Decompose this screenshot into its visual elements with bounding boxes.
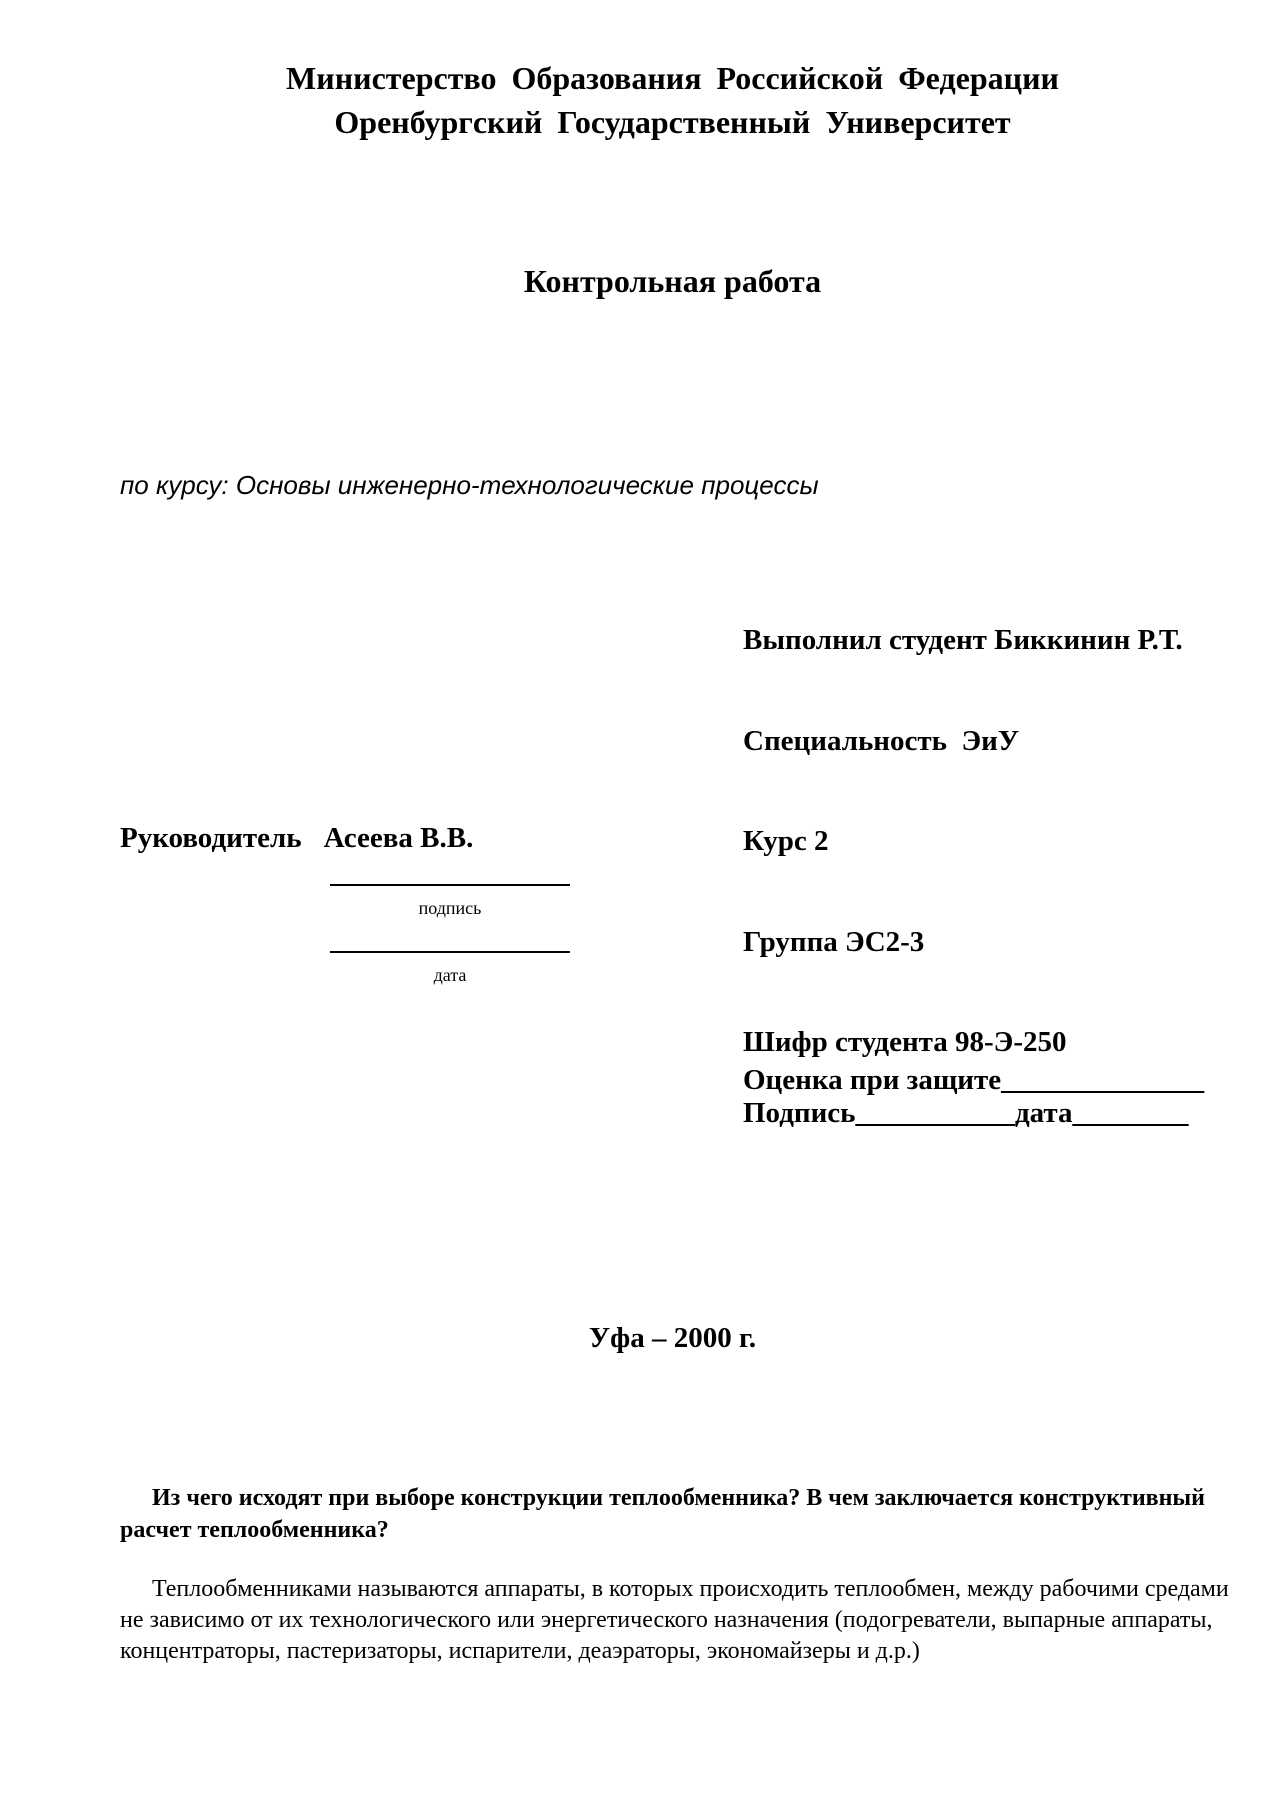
question-body: Из чего исходят при выборе конструкции теплообменника? В чем заключается конструктивный расчет теплообменника? (120, 1485, 1205, 1543)
group: Группа ЭС2-3 (743, 925, 925, 958)
course-year: Курс 2 (743, 825, 829, 857)
student-info-block (743, 557, 1183, 1127)
signature-caption: подпись (418, 898, 482, 918)
course-line: по курсу: Основы инженерно-технологические процессы (120, 470, 819, 500)
city-year: Уфа – 2000 г. (588, 1322, 757, 1354)
student-code: Шифр студента 98-Э-250 (743, 1026, 1067, 1058)
supervisor-label: Руководитель (120, 822, 302, 854)
question-text (120, 1482, 1230, 1546)
date-line (330, 951, 570, 953)
evaluation-signature-line: Подпись___________дата________ (743, 1097, 1189, 1129)
answer-body: Теплообменниками называются аппараты, в которых происходить теплообмен, между рабочими средами не зависимо от их технологического или энергетического назначения (подогреватели, выпарные аппараты, концентраторы, пастеризаторы, испарители, деаэраторы, экономайзеры и д.р.) (120, 1576, 1229, 1664)
university-heading: Оренбургский Государственный Университет (334, 104, 1011, 140)
answer-text (120, 1574, 1230, 1667)
work-title: Контрольная работа (523, 263, 822, 299)
evaluation-block (743, 1064, 1204, 1130)
signature-line (330, 884, 570, 886)
performed-by: Выполнил студент Биккинин Р.Т. (743, 624, 1183, 656)
ministry-heading: Министерство Образования Российской Федерации (286, 60, 1059, 96)
date-caption: дата (433, 965, 467, 985)
grade-line: Оценка при защите______________ (743, 1064, 1205, 1096)
supervisor-line (120, 822, 473, 855)
specialty: Специальность ЭиУ (743, 724, 1020, 757)
supervisor-name: Асеева В.В. (323, 822, 474, 854)
